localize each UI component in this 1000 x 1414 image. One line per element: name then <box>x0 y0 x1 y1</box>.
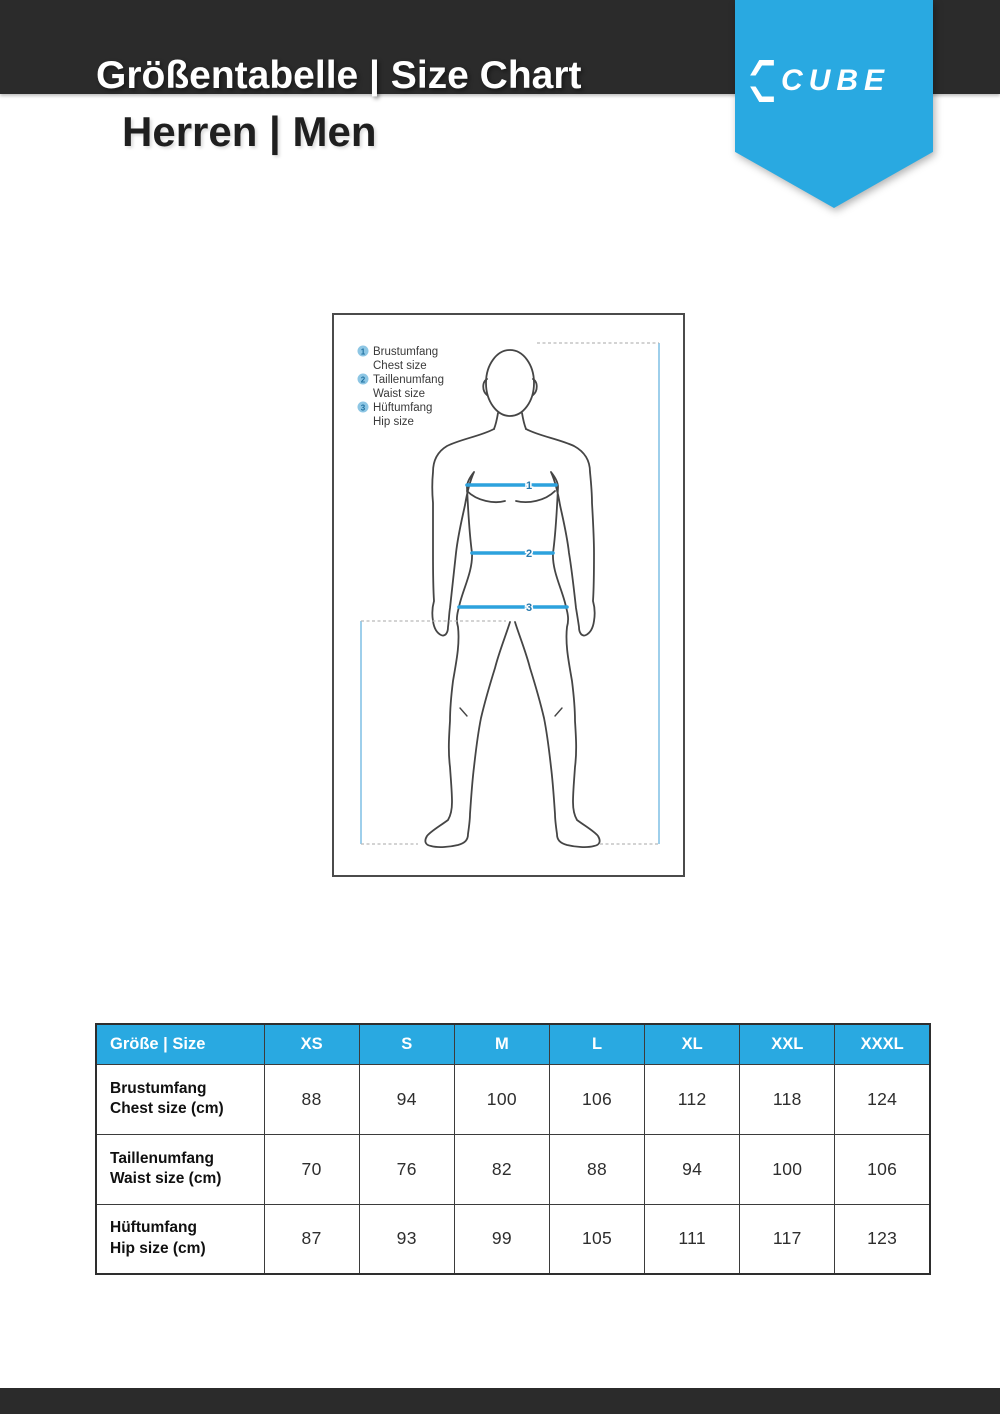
size-value-cell: 117 <box>740 1204 835 1274</box>
size-value-cell: 106 <box>835 1134 930 1204</box>
table-header-row <box>96 1024 930 1064</box>
waist-line-label: 2 <box>525 548 533 560</box>
legend-de-1: Brustumfang <box>373 346 439 358</box>
col-header-size: Größe | Size <box>96 1024 264 1064</box>
size-value-cell: 94 <box>645 1134 740 1204</box>
size-value-cell: 94 <box>359 1064 454 1134</box>
neck-right <box>522 413 526 429</box>
brand-wordmark: CUBE <box>781 64 891 97</box>
body-outline <box>425 350 599 847</box>
knee-mark-left <box>460 708 467 716</box>
col-header-l: L <box>549 1024 644 1064</box>
legend-en-2: Waist size <box>373 388 425 400</box>
row-label-en: Hip size (cm) <box>110 1239 206 1257</box>
neck-left <box>494 413 498 429</box>
diagram-svg <box>334 315 683 875</box>
footer-band <box>0 1388 1000 1414</box>
size-value-cell: 93 <box>359 1204 454 1274</box>
size-value-cell: 70 <box>264 1134 359 1204</box>
size-value-cell: 123 <box>835 1204 930 1274</box>
size-value-cell: 88 <box>264 1064 359 1134</box>
row-label-chest <box>96 1064 264 1134</box>
legend-de-2: Taillenumfang <box>373 374 444 386</box>
size-value-cell: 100 <box>454 1064 549 1134</box>
hip-line-label: 3 <box>525 602 533 614</box>
legend-num-1: 1 <box>360 347 366 357</box>
size-value-cell: 88 <box>549 1134 644 1204</box>
table-row-waist <box>96 1134 930 1204</box>
size-value-cell: 87 <box>264 1204 359 1274</box>
legend-en-3: Hip size <box>373 416 414 428</box>
row-label-de: Hüftumfang <box>110 1219 197 1237</box>
row-label-en: Chest size (cm) <box>110 1100 224 1117</box>
cube-logo-icon <box>750 60 774 102</box>
size-value-cell: 105 <box>549 1204 644 1274</box>
chest-curve-right <box>516 491 555 502</box>
size-value-cell: 76 <box>359 1134 454 1204</box>
row-label-hip <box>96 1204 264 1274</box>
col-header-xxxl: XXXL <box>835 1024 930 1064</box>
page-title: Größentabelle | Size Chart <box>96 54 582 97</box>
table-row-chest <box>96 1064 930 1134</box>
col-header-m: M <box>454 1024 549 1064</box>
col-header-xxl: XXL <box>740 1024 835 1064</box>
brand-ribbon <box>735 0 933 208</box>
row-label-waist <box>96 1134 264 1204</box>
size-value-cell: 82 <box>454 1134 549 1204</box>
legend-en-1: Chest size <box>373 360 427 372</box>
col-header-s: S <box>359 1024 454 1064</box>
size-value-cell: 111 <box>645 1204 740 1274</box>
row-label-de: Taillenumfang <box>110 1149 214 1167</box>
col-header-xl: XL <box>645 1024 740 1064</box>
head <box>486 350 534 416</box>
knee-mark-right <box>555 708 562 716</box>
size-value-cell: 106 <box>549 1064 644 1134</box>
chest-curve-left <box>467 491 505 502</box>
legend-num-3: 3 <box>360 403 366 413</box>
col-header-xs: XS <box>264 1024 359 1064</box>
ribbon-shape <box>735 0 933 208</box>
page-subtitle: Herren | Men <box>122 108 377 155</box>
chest-line-label: 1 <box>525 480 533 492</box>
measurement-labels <box>526 480 532 614</box>
size-table <box>95 1023 931 1275</box>
row-label-de: Brustumfang <box>110 1079 207 1097</box>
size-value-cell: 100 <box>740 1134 835 1204</box>
size-value-cell: 118 <box>740 1064 835 1134</box>
legend-num-2: 2 <box>360 375 366 385</box>
diagram-legend <box>358 346 444 429</box>
size-diagram <box>332 313 685 877</box>
size-value-cell: 112 <box>645 1064 740 1134</box>
row-label-en: Waist size (cm) <box>110 1170 222 1187</box>
measurement-lines <box>459 485 567 607</box>
legend-de-3: Hüftumfang <box>373 402 433 414</box>
table-row-hip <box>96 1204 930 1274</box>
size-value-cell: 99 <box>454 1204 549 1274</box>
size-value-cell: 124 <box>835 1064 930 1134</box>
